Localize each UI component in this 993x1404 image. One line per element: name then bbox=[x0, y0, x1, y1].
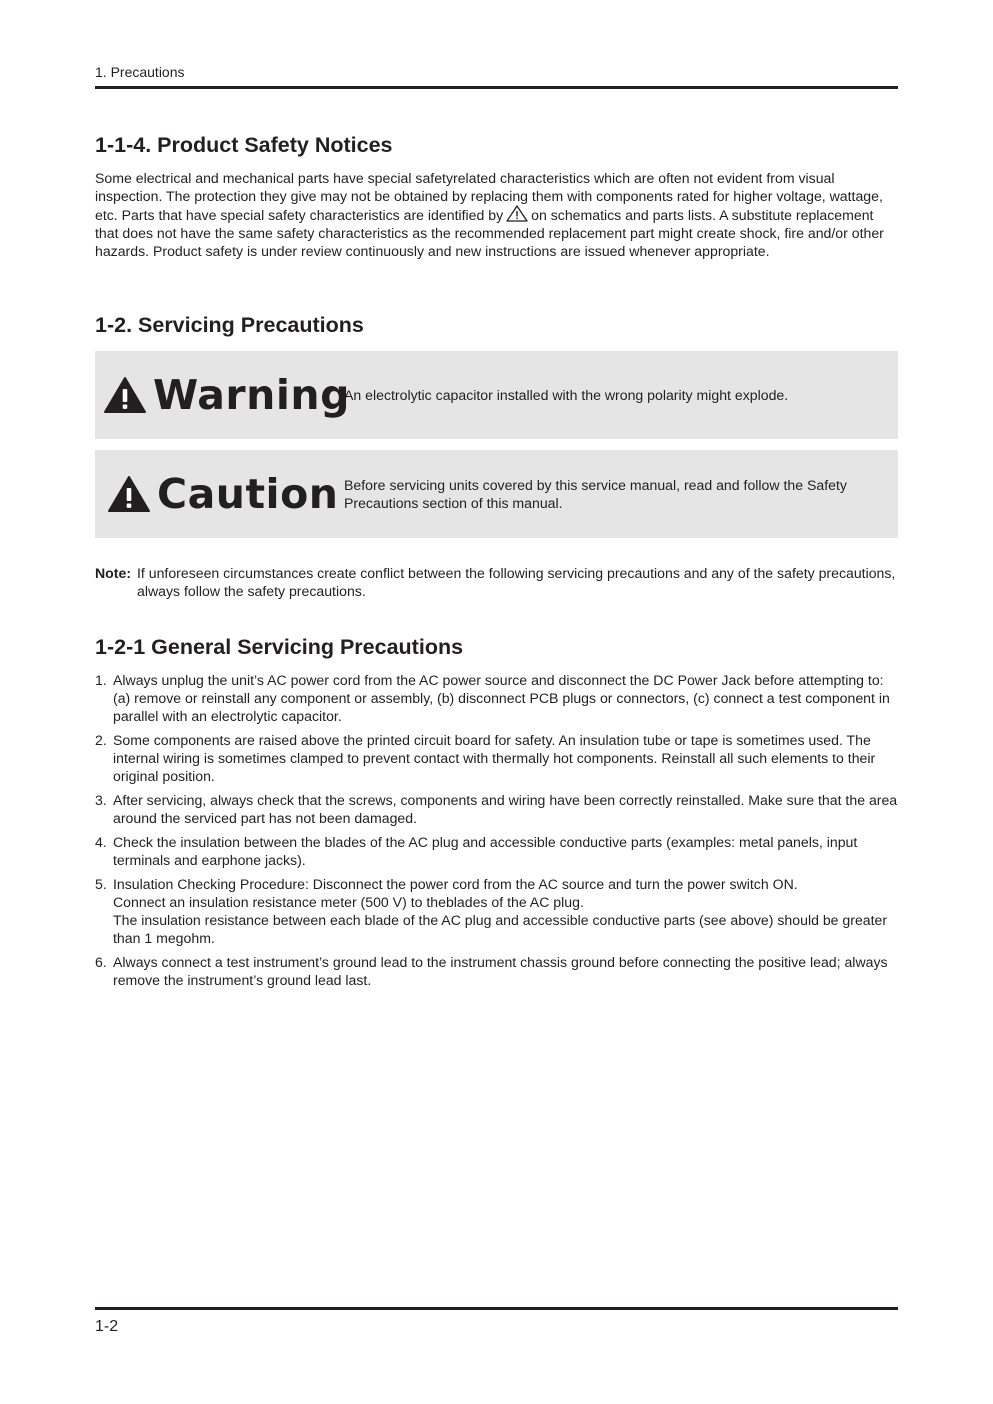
general-servicing-heading: 1-2-1 General Servicing Precautions bbox=[95, 635, 464, 659]
warning-label: Warning bbox=[153, 371, 350, 419]
running-header: 1. Precautions bbox=[95, 64, 185, 80]
list-item-number: 2. bbox=[95, 732, 107, 748]
servicing-precautions-heading: 1-2. Servicing Precautions bbox=[95, 313, 364, 337]
list-item bbox=[95, 671, 898, 725]
manual-page bbox=[95, 0, 898, 1404]
product-safety-text-start: Some electrical and mechanical parts have special safetyrelated characteristics which are often not evident from visual inspection. The protection they give may not be obtained by replacing them with components rated for higher voltage, wattage, etc. Parts that have special safety characteristics are identified by bbox=[95, 170, 883, 223]
footer-rule bbox=[95, 1307, 898, 1310]
list-item bbox=[95, 731, 898, 785]
list-item-text: Some components are raised above the printed circuit board for safety. An insulation tube or tape is sometimes used. The internal wiring is sometimes clamped to prevent contact with thermally hot components. Reinstall all such elements to their original position. bbox=[113, 732, 876, 784]
warning-box bbox=[95, 351, 898, 439]
list-item-text: Always unplug the unit’s AC power cord from the AC power source and disconnect the DC Power Jack before attempting to: (a) remove or reinstall any component or assembly, (b) disconnect PCB plugs or connectors, (c) connect a test component in parallel with an electrolytic capacitor. bbox=[113, 672, 890, 724]
list-item-text: Always connect a test instrument’s ground lead to the instrument chassis ground before connecting the positive lead; always remove the instrument’s ground lead last. bbox=[113, 954, 888, 988]
list-item-number: 1. bbox=[95, 672, 107, 688]
list-item bbox=[95, 875, 898, 947]
list-item-number: 3. bbox=[95, 792, 107, 808]
list-item-text: The insulation resistance between each blade of the AC plug and accessible conductive parts (see above) should be greater than 1 megohm. bbox=[113, 912, 888, 946]
header-rule bbox=[95, 86, 898, 89]
safety-warning-icon bbox=[506, 205, 528, 222]
page-number: 1-2 bbox=[95, 1318, 119, 1335]
caution-triangle-icon bbox=[107, 475, 151, 513]
list-item-text: After servicing, always check that the screws, components and wiring have been correctly reinstalled. Make sure that the area around the serviced part has not been damaged. bbox=[113, 792, 898, 826]
list-item-number: 6. bbox=[95, 954, 107, 970]
list-item-text: Connect an insulation resistance meter (500 V) to theblades of the AC plug. bbox=[113, 894, 584, 910]
list-item-text: Check the insulation between the blades of the AC plug and accessible conductive parts (examples: metal panels, input terminals and earphone jacks). bbox=[113, 834, 858, 868]
caution-label: Caution bbox=[157, 470, 339, 518]
general-servicing-list bbox=[95, 671, 898, 995]
warning-badge bbox=[103, 351, 350, 439]
caution-text: Before servicing units covered by this service manual, read and follow the Safety Precautions section of this manual. bbox=[344, 477, 847, 511]
product-safety-text-end: on schematics and parts lists. A substitute replacement that does not have the same safety characteristics as the recommended replacement part might create shock, fire and/or other hazards. Product safety is under review continuously and new instructions are issued whenever appropriate. bbox=[95, 207, 884, 259]
warning-triangle-icon bbox=[103, 376, 147, 414]
list-item bbox=[95, 833, 898, 869]
note-label: Note: bbox=[95, 565, 132, 581]
caution-box bbox=[95, 450, 898, 538]
list-item-text: Insulation Checking Procedure: Disconnect the power cord from the AC source and turn the power switch ON. bbox=[113, 876, 798, 892]
list-item-number: 5. bbox=[95, 876, 107, 892]
note-text: If unforeseen circumstances create conflict between the following servicing precautions and any of the safety precautions, always follow the safety precautions. bbox=[137, 565, 896, 599]
caution-badge bbox=[107, 450, 338, 538]
list-item bbox=[95, 953, 898, 989]
product-safety-heading: 1-1-4. Product Safety Notices bbox=[95, 133, 393, 157]
product-safety-paragraph bbox=[95, 169, 898, 260]
list-item-number: 4. bbox=[95, 834, 107, 850]
warning-text: An electrolytic capacitor installed with the wrong polarity might explode. bbox=[344, 387, 789, 403]
servicing-note bbox=[95, 564, 898, 600]
list-item bbox=[95, 791, 898, 827]
